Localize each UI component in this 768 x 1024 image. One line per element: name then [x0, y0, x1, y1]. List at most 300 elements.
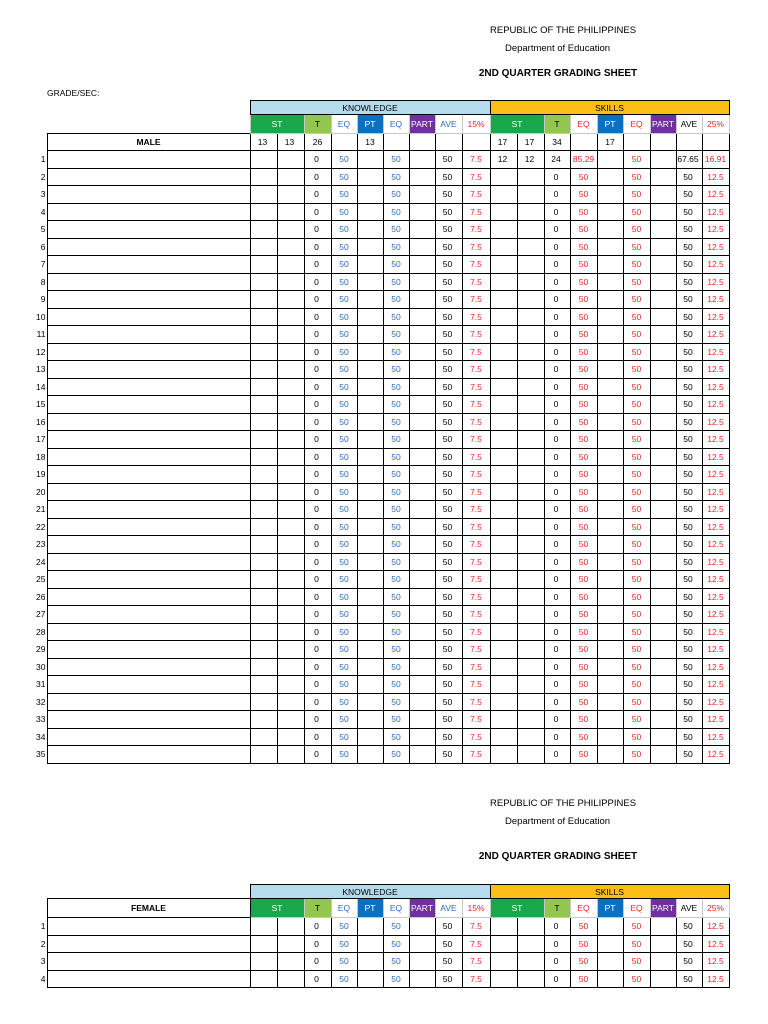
k-weight-cell[interactable]: 7.5 — [462, 918, 490, 936]
s-eq2-cell[interactable]: 50 — [623, 935, 650, 953]
s-part-cell[interactable] — [650, 693, 676, 711]
s-eq-cell[interactable]: 50 — [570, 641, 597, 659]
s-part-cell[interactable] — [650, 448, 676, 466]
k-st1-cell[interactable] — [250, 935, 277, 953]
s-eq-cell[interactable]: 50 — [570, 378, 597, 396]
s-st2-cell[interactable] — [517, 238, 544, 256]
s-weight-cell[interactable]: 12.5 — [702, 466, 729, 484]
s-eq-cell[interactable]: 50 — [570, 168, 597, 186]
s-weight-cell[interactable]: 12.5 — [702, 588, 729, 606]
student-name-cell[interactable] — [47, 676, 250, 694]
k-eq-cell[interactable]: 50 — [331, 483, 357, 501]
s-weight-cell[interactable]: 12.5 — [702, 273, 729, 291]
s-st2-cell[interactable] — [517, 186, 544, 204]
s-st1-cell[interactable] — [490, 606, 517, 624]
s-eq2-cell[interactable]: 50 — [623, 588, 650, 606]
k-eq-cell[interactable]: 50 — [331, 291, 357, 309]
k-st2-cell[interactable] — [277, 238, 304, 256]
k-pt-cell[interactable] — [357, 918, 383, 936]
k-pt-cell[interactable] — [357, 953, 383, 971]
student-name-cell[interactable] — [47, 291, 250, 309]
k-t-cell[interactable]: 0 — [304, 953, 331, 971]
s-st2-cell[interactable] — [517, 918, 544, 936]
k-pt-cell[interactable] — [357, 676, 383, 694]
student-name-cell[interactable] — [47, 711, 250, 729]
s-part-cell[interactable] — [650, 501, 676, 519]
k-t-cell[interactable]: 0 — [304, 221, 331, 239]
k-weight-cell[interactable]: 7.5 — [462, 273, 490, 291]
s-part-cell[interactable] — [650, 935, 676, 953]
k-eq-cell[interactable]: 50 — [331, 623, 357, 641]
s-st2-cell[interactable] — [517, 641, 544, 659]
s-eq2-cell[interactable]: 50 — [623, 413, 650, 431]
k-eq-cell[interactable]: 50 — [331, 970, 357, 988]
k-eq2-cell[interactable]: 50 — [383, 746, 409, 764]
k-part-cell[interactable] — [409, 606, 435, 624]
s-eq2-cell[interactable]: 50 — [623, 970, 650, 988]
k-eq2-cell[interactable]: 50 — [383, 221, 409, 239]
student-name-cell[interactable] — [47, 326, 250, 344]
k-eq2-cell[interactable]: 50 — [383, 606, 409, 624]
k-part-cell[interactable] — [409, 746, 435, 764]
k-weight-cell[interactable]: 7.5 — [462, 571, 490, 589]
k-part-cell[interactable] — [409, 536, 435, 554]
k-ave-cell[interactable]: 50 — [435, 221, 462, 239]
s-part-cell[interactable] — [650, 623, 676, 641]
k-weight-cell[interactable]: 7.5 — [462, 151, 490, 169]
s-eq-cell[interactable]: 50 — [570, 746, 597, 764]
s-weight-cell[interactable]: 12.5 — [702, 693, 729, 711]
s-eq2-cell[interactable]: 50 — [623, 448, 650, 466]
k-eq2-cell[interactable]: 50 — [383, 378, 409, 396]
s-part-cell[interactable] — [650, 728, 676, 746]
s-weight-cell[interactable]: 12.5 — [702, 483, 729, 501]
s-eq-cell[interactable]: 50 — [570, 658, 597, 676]
s-pt-cell[interactable] — [597, 553, 623, 571]
s-part-cell[interactable] — [650, 186, 676, 204]
s-st2-cell[interactable] — [517, 693, 544, 711]
k-pt-cell[interactable] — [357, 273, 383, 291]
s-st2-cell[interactable] — [517, 658, 544, 676]
k-ave-cell[interactable]: 50 — [435, 501, 462, 519]
s-st1-cell[interactable] — [490, 308, 517, 326]
s-st2-cell[interactable] — [517, 606, 544, 624]
k-t-cell[interactable]: 0 — [304, 918, 331, 936]
k-eq-cell[interactable]: 50 — [331, 221, 357, 239]
s-weight-cell[interactable]: 12.5 — [702, 935, 729, 953]
k-part-cell[interactable] — [409, 970, 435, 988]
s-st2-cell[interactable] — [517, 256, 544, 274]
student-name-cell[interactable] — [47, 238, 250, 256]
k-pt-cell[interactable] — [357, 186, 383, 204]
s-t-cell[interactable]: 0 — [544, 536, 570, 554]
k-t-cell[interactable]: 0 — [304, 483, 331, 501]
s-ave-cell[interactable]: 50 — [676, 168, 702, 186]
student-name-cell[interactable] — [47, 658, 250, 676]
k-st2-cell[interactable] — [277, 711, 304, 729]
s-ave-cell[interactable]: 50 — [676, 918, 702, 936]
student-name-cell[interactable] — [47, 571, 250, 589]
s-eq-cell[interactable]: 50 — [570, 431, 597, 449]
s-eq2-cell[interactable]: 50 — [623, 326, 650, 344]
k-pt-cell[interactable] — [357, 606, 383, 624]
k-st2-cell[interactable] — [277, 151, 304, 169]
s-t-cell[interactable]: 0 — [544, 308, 570, 326]
k-eq2-cell[interactable]: 50 — [383, 483, 409, 501]
k-pt-cell[interactable] — [357, 970, 383, 988]
s-t-cell[interactable]: 0 — [544, 273, 570, 291]
s-weight-cell[interactable]: 12.5 — [702, 641, 729, 659]
s-st2-cell[interactable] — [517, 676, 544, 694]
s-pt-cell[interactable] — [597, 308, 623, 326]
k-eq-cell[interactable]: 50 — [331, 273, 357, 291]
k-part-cell[interactable] — [409, 151, 435, 169]
s-ave-cell[interactable]: 50 — [676, 970, 702, 988]
k-weight-cell[interactable]: 7.5 — [462, 466, 490, 484]
s-st2-cell[interactable] — [517, 168, 544, 186]
k-st2-cell[interactable] — [277, 326, 304, 344]
s-eq-cell[interactable]: 50 — [570, 256, 597, 274]
s-part-cell[interactable] — [650, 256, 676, 274]
s-weight-cell[interactable]: 12.5 — [702, 728, 729, 746]
s-pt-cell[interactable] — [597, 623, 623, 641]
k-weight-cell[interactable]: 7.5 — [462, 536, 490, 554]
s-pt-cell[interactable] — [597, 273, 623, 291]
s-weight-cell[interactable]: 12.5 — [702, 343, 729, 361]
student-name-cell[interactable] — [47, 466, 250, 484]
s-st2-cell[interactable] — [517, 448, 544, 466]
s-eq2-cell[interactable]: 50 — [623, 466, 650, 484]
k-ave-cell[interactable]: 50 — [435, 746, 462, 764]
k-weight-cell[interactable]: 7.5 — [462, 431, 490, 449]
k-t-cell[interactable]: 0 — [304, 536, 331, 554]
k-eq-cell[interactable]: 50 — [331, 203, 357, 221]
s-weight-cell[interactable]: 12.5 — [702, 238, 729, 256]
s-st2-cell[interactable] — [517, 203, 544, 221]
k-part-cell[interactable] — [409, 553, 435, 571]
k-st1-cell[interactable] — [250, 256, 277, 274]
s-weight-cell[interactable]: 12.5 — [702, 378, 729, 396]
k-weight-cell[interactable]: 7.5 — [462, 711, 490, 729]
k-t-cell[interactable]: 0 — [304, 606, 331, 624]
s-ave-cell[interactable]: 50 — [676, 553, 702, 571]
student-name-cell[interactable] — [47, 935, 250, 953]
s-t-cell[interactable]: 0 — [544, 693, 570, 711]
s-t-cell[interactable]: 0 — [544, 553, 570, 571]
k-weight-cell[interactable]: 7.5 — [462, 221, 490, 239]
k-st1-cell[interactable] — [250, 918, 277, 936]
s-pt-cell[interactable] — [597, 431, 623, 449]
s-st1-cell[interactable] — [490, 221, 517, 239]
s-t-cell[interactable]: 0 — [544, 326, 570, 344]
k-st2-cell[interactable] — [277, 606, 304, 624]
s-st2-cell[interactable] — [517, 308, 544, 326]
k-part-cell[interactable] — [409, 308, 435, 326]
s-pt-cell[interactable] — [597, 953, 623, 971]
s-eq-cell[interactable]: 50 — [570, 953, 597, 971]
s-st1-cell[interactable] — [490, 588, 517, 606]
s-weight-cell[interactable]: 12.5 — [702, 571, 729, 589]
s-part-cell[interactable] — [650, 746, 676, 764]
k-st2-cell[interactable] — [277, 970, 304, 988]
s-t-cell[interactable]: 0 — [544, 501, 570, 519]
k-st2-cell[interactable] — [277, 658, 304, 676]
s-part-cell[interactable] — [650, 676, 676, 694]
s-eq-cell[interactable]: 50 — [570, 326, 597, 344]
k-ave-cell[interactable]: 50 — [435, 676, 462, 694]
k-weight-cell[interactable]: 7.5 — [462, 553, 490, 571]
k-weight-cell[interactable]: 7.5 — [462, 361, 490, 379]
s-pt-cell[interactable] — [597, 256, 623, 274]
k-pt-cell[interactable] — [357, 361, 383, 379]
s-t-cell[interactable]: 0 — [544, 970, 570, 988]
s-part-cell[interactable] — [650, 238, 676, 256]
k-pt-cell[interactable] — [357, 326, 383, 344]
k-weight-cell[interactable]: 7.5 — [462, 483, 490, 501]
s-weight-cell[interactable]: 12.5 — [702, 221, 729, 239]
s-st1-cell[interactable] — [490, 168, 517, 186]
s-eq-cell[interactable]: 50 — [570, 203, 597, 221]
s-st1-cell[interactable] — [490, 343, 517, 361]
s-st2-cell[interactable] — [517, 518, 544, 536]
k-part-cell[interactable] — [409, 623, 435, 641]
student-name-cell[interactable] — [47, 641, 250, 659]
s-st2-cell[interactable] — [517, 413, 544, 431]
s-st1-cell[interactable] — [490, 483, 517, 501]
k-ave-cell[interactable]: 50 — [435, 396, 462, 414]
k-weight-cell[interactable]: 7.5 — [462, 693, 490, 711]
s-eq-cell[interactable]: 50 — [570, 343, 597, 361]
s-weight-cell[interactable]: 12.5 — [702, 536, 729, 554]
k-ave-cell[interactable]: 50 — [435, 466, 462, 484]
student-name-cell[interactable] — [47, 953, 250, 971]
k-pt-cell[interactable] — [357, 291, 383, 309]
s-eq2-cell[interactable]: 50 — [623, 746, 650, 764]
k-eq-cell[interactable]: 50 — [331, 361, 357, 379]
k-t-cell[interactable]: 0 — [304, 186, 331, 204]
k-eq-cell[interactable]: 50 — [331, 186, 357, 204]
k-eq2-cell[interactable]: 50 — [383, 641, 409, 659]
k-weight-cell[interactable]: 7.5 — [462, 658, 490, 676]
k-eq2-cell[interactable]: 50 — [383, 518, 409, 536]
k-weight-cell[interactable]: 7.5 — [462, 641, 490, 659]
s-ave-cell[interactable]: 50 — [676, 308, 702, 326]
k-part-cell[interactable] — [409, 935, 435, 953]
k-eq-cell[interactable]: 50 — [331, 746, 357, 764]
k-part-cell[interactable] — [409, 588, 435, 606]
s-eq2-cell[interactable]: 50 — [623, 186, 650, 204]
k-t-cell[interactable]: 0 — [304, 151, 331, 169]
s-t-cell[interactable]: 0 — [544, 935, 570, 953]
k-st2-cell[interactable] — [277, 553, 304, 571]
k-pt-cell[interactable] — [357, 483, 383, 501]
k-eq-cell[interactable]: 50 — [331, 378, 357, 396]
k-eq-cell[interactable]: 50 — [331, 728, 357, 746]
s-t-cell[interactable]: 0 — [544, 168, 570, 186]
s-part-cell[interactable] — [650, 483, 676, 501]
s-st1-cell[interactable] — [490, 431, 517, 449]
student-name-cell[interactable] — [47, 728, 250, 746]
k-t-cell[interactable]: 0 — [304, 396, 331, 414]
s-ave-cell[interactable]: 50 — [676, 466, 702, 484]
k-pt-cell[interactable] — [357, 935, 383, 953]
k-weight-cell[interactable]: 7.5 — [462, 396, 490, 414]
k-weight-cell[interactable]: 7.5 — [462, 970, 490, 988]
k-ave-cell[interactable]: 50 — [435, 571, 462, 589]
s-part-cell[interactable] — [650, 308, 676, 326]
k-t-cell[interactable]: 0 — [304, 326, 331, 344]
k-st2-cell[interactable] — [277, 501, 304, 519]
k-t-cell[interactable]: 0 — [304, 970, 331, 988]
k-st1-cell[interactable] — [250, 343, 277, 361]
s-weight-cell[interactable]: 12.5 — [702, 658, 729, 676]
s-pt-cell[interactable] — [597, 935, 623, 953]
k-weight-cell[interactable]: 7.5 — [462, 378, 490, 396]
k-eq2-cell[interactable]: 50 — [383, 501, 409, 519]
s-eq2-cell[interactable]: 50 — [623, 378, 650, 396]
k-weight-cell[interactable]: 7.5 — [462, 256, 490, 274]
k-eq2-cell[interactable]: 50 — [383, 448, 409, 466]
k-part-cell[interactable] — [409, 448, 435, 466]
s-ave-cell[interactable]: 50 — [676, 676, 702, 694]
s-eq-cell[interactable]: 50 — [570, 413, 597, 431]
s-ave-cell[interactable]: 50 — [676, 711, 702, 729]
k-st2-cell[interactable] — [277, 536, 304, 554]
k-part-cell[interactable] — [409, 256, 435, 274]
k-eq-cell[interactable]: 50 — [331, 571, 357, 589]
k-pt-cell[interactable] — [357, 728, 383, 746]
k-ave-cell[interactable]: 50 — [435, 588, 462, 606]
k-weight-cell[interactable]: 7.5 — [462, 728, 490, 746]
s-eq2-cell[interactable]: 50 — [623, 606, 650, 624]
k-ave-cell[interactable]: 50 — [435, 431, 462, 449]
k-st1-cell[interactable] — [250, 203, 277, 221]
k-st1-cell[interactable] — [250, 291, 277, 309]
s-st1-cell[interactable] — [490, 238, 517, 256]
s-st1-cell[interactable] — [490, 935, 517, 953]
s-t-cell[interactable]: 0 — [544, 396, 570, 414]
s-part-cell[interactable] — [650, 361, 676, 379]
s-eq2-cell[interactable]: 50 — [623, 641, 650, 659]
s-st1-cell[interactable] — [490, 186, 517, 204]
s-part-cell[interactable] — [650, 203, 676, 221]
s-eq2-cell[interactable]: 50 — [623, 518, 650, 536]
student-name-cell[interactable] — [47, 396, 250, 414]
k-t-cell[interactable]: 0 — [304, 623, 331, 641]
k-eq-cell[interactable]: 50 — [331, 676, 357, 694]
k-part-cell[interactable] — [409, 168, 435, 186]
k-pt-cell[interactable] — [357, 413, 383, 431]
student-name-cell[interactable] — [47, 186, 250, 204]
k-st1-cell[interactable] — [250, 588, 277, 606]
k-eq2-cell[interactable]: 50 — [383, 203, 409, 221]
s-eq2-cell[interactable]: 50 — [623, 658, 650, 676]
s-pt-cell[interactable] — [597, 168, 623, 186]
s-eq2-cell[interactable]: 50 — [623, 676, 650, 694]
k-st2-cell[interactable] — [277, 623, 304, 641]
student-name-cell[interactable] — [47, 151, 250, 169]
student-name-cell[interactable] — [47, 343, 250, 361]
s-eq2-cell[interactable]: 50 — [623, 711, 650, 729]
k-eq-cell[interactable]: 50 — [331, 168, 357, 186]
s-t-cell[interactable]: 0 — [544, 746, 570, 764]
k-t-cell[interactable]: 0 — [304, 641, 331, 659]
s-pt-cell[interactable] — [597, 571, 623, 589]
k-eq2-cell[interactable]: 50 — [383, 623, 409, 641]
s-part-cell[interactable] — [650, 606, 676, 624]
k-eq-cell[interactable]: 50 — [331, 343, 357, 361]
k-part-cell[interactable] — [409, 238, 435, 256]
s-weight-cell[interactable]: 12.5 — [702, 168, 729, 186]
s-ave-cell[interactable]: 50 — [676, 571, 702, 589]
s-ave-cell[interactable]: 67.65 — [676, 151, 702, 169]
k-ave-cell[interactable]: 50 — [435, 953, 462, 971]
s-eq2-cell[interactable]: 50 — [623, 953, 650, 971]
s-ave-cell[interactable]: 50 — [676, 291, 702, 309]
k-pt-cell[interactable] — [357, 378, 383, 396]
k-eq-cell[interactable]: 50 — [331, 518, 357, 536]
s-pt-cell[interactable] — [597, 466, 623, 484]
k-eq-cell[interactable]: 50 — [331, 396, 357, 414]
s-ave-cell[interactable]: 50 — [676, 658, 702, 676]
k-t-cell[interactable]: 0 — [304, 203, 331, 221]
k-eq-cell[interactable]: 50 — [331, 448, 357, 466]
k-weight-cell[interactable]: 7.5 — [462, 343, 490, 361]
s-st2-cell[interactable] — [517, 291, 544, 309]
s-t-cell[interactable]: 0 — [544, 728, 570, 746]
k-st2-cell[interactable] — [277, 291, 304, 309]
k-st2-cell[interactable] — [277, 466, 304, 484]
s-eq-cell[interactable]: 50 — [570, 221, 597, 239]
s-part-cell[interactable] — [650, 711, 676, 729]
k-part-cell[interactable] — [409, 658, 435, 676]
s-eq-cell[interactable]: 50 — [570, 466, 597, 484]
s-st2-cell[interactable]: 12 — [517, 151, 544, 169]
k-ave-cell[interactable]: 50 — [435, 343, 462, 361]
k-part-cell[interactable] — [409, 518, 435, 536]
s-part-cell[interactable] — [650, 343, 676, 361]
k-pt-cell[interactable] — [357, 431, 383, 449]
s-st1-cell[interactable] — [490, 361, 517, 379]
k-eq2-cell[interactable]: 50 — [383, 571, 409, 589]
k-st2-cell[interactable] — [277, 378, 304, 396]
s-pt-cell[interactable] — [597, 588, 623, 606]
s-weight-cell[interactable]: 12.5 — [702, 186, 729, 204]
k-st1-cell[interactable] — [250, 658, 277, 676]
s-st2-cell[interactable] — [517, 728, 544, 746]
k-part-cell[interactable] — [409, 273, 435, 291]
k-pt-cell[interactable] — [357, 641, 383, 659]
k-weight-cell[interactable]: 7.5 — [462, 448, 490, 466]
s-t-cell[interactable]: 0 — [544, 431, 570, 449]
k-eq-cell[interactable]: 50 — [331, 918, 357, 936]
k-st2-cell[interactable] — [277, 641, 304, 659]
s-pt-cell[interactable] — [597, 676, 623, 694]
s-weight-cell[interactable]: 16.91 — [702, 151, 729, 169]
k-eq2-cell[interactable]: 50 — [383, 676, 409, 694]
s-st1-cell[interactable] — [490, 676, 517, 694]
s-weight-cell[interactable]: 12.5 — [702, 518, 729, 536]
k-eq2-cell[interactable]: 50 — [383, 935, 409, 953]
s-st2-cell[interactable] — [517, 970, 544, 988]
k-st1-cell[interactable] — [250, 308, 277, 326]
k-t-cell[interactable]: 0 — [304, 746, 331, 764]
s-ave-cell[interactable]: 50 — [676, 413, 702, 431]
s-st2-cell[interactable] — [517, 378, 544, 396]
s-ave-cell[interactable]: 50 — [676, 361, 702, 379]
student-name-cell[interactable] — [47, 693, 250, 711]
k-t-cell[interactable]: 0 — [304, 378, 331, 396]
